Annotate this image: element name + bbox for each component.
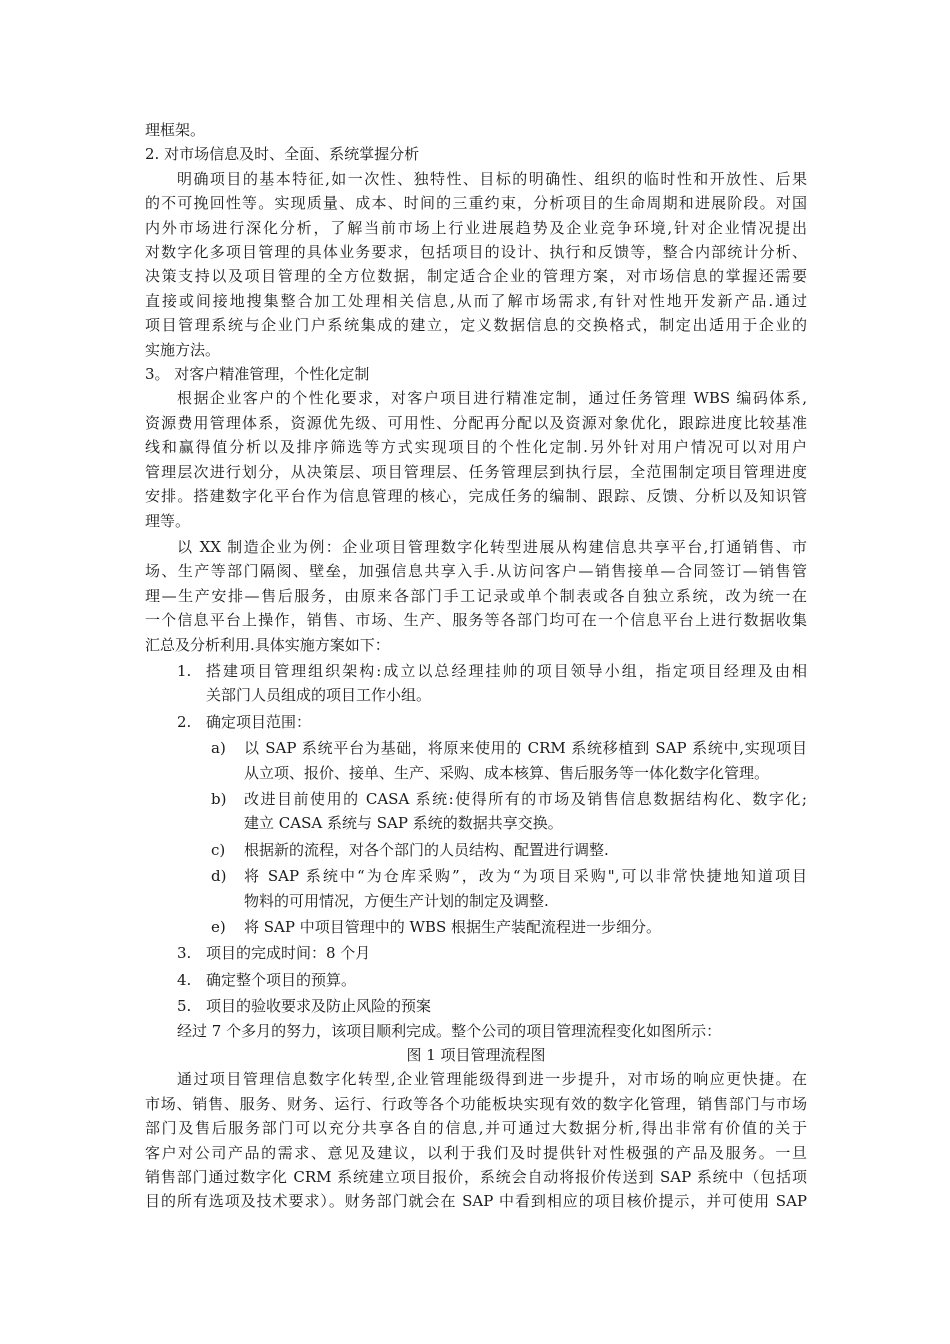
list-item-line: 搭建项目管理组织架构:成立以总经理挂帅的项目领导小组，指定项目经理及由相 [206, 661, 807, 680]
list-item-line: 根据新的流程，对各个部门的人员结构、配置进行调整. [244, 840, 609, 859]
section-2-paragraph [145, 167, 807, 362]
document-page [145, 118, 807, 1214]
list-number: 1. [177, 661, 192, 680]
list-number: 4. [177, 970, 192, 989]
paragraph-line: 决策支持以及项目管理的全方位数据，制定适合企业的管理方案，对市场信息的掌握还需要 [145, 267, 807, 286]
list-item-line: 建立 CASA 系统与 SAP 系统的数据共享交换。 [244, 814, 563, 833]
paragraph-line: 销售部门通过数字化 CRM 系统建立项目报价，系统会自动将报价传送到 SAP 系统中（包括项 [145, 1168, 807, 1187]
section-2-heading: 2. 对市场信息及时、全面、系统掌握分析 [145, 145, 420, 164]
list-item-line: 以 SAP 系统平台为基础，将原来使用的 CRM 系统移植到 SAP 系统中,实现项目 [244, 739, 807, 758]
section-3-paragraph [145, 386, 807, 532]
sublist-item [145, 734, 807, 785]
list-item-line: 关部门人员组成的项目工作小组。 [206, 686, 432, 705]
paragraph-line: 内外市场进行深化分析，了解当前市场上行业进展趋势及企业竞争环境,针对企业情况提出 [145, 218, 807, 237]
list-item-line: 从立项、报价、接单、生产、采购、成本核算、售后服务等一体化数字化管理。 [244, 763, 770, 782]
paragraph-line: 资源费用管理体系，资源优先级、可用性、分配再分配以及资源对象优化，跟踪进度比较基准 [145, 413, 807, 432]
paragraph-line: 以 XX 制造企业为例：企业项目管理数字化转型进展从构建信息共享平台,打通销售、市 [177, 537, 807, 556]
list-item-line: 将 SAP 系统中“为仓库采购”，改为“为项目采购",可以非常快捷地知道项目 [244, 867, 807, 886]
paragraph-line: 的不可挽回性等。实现质量、成本、时间的三重约束，分析项目的生命周期和进展阶段。对国 [145, 194, 807, 213]
figure-caption: 图 1 项目管理流程图 [406, 1046, 546, 1065]
sublist-item [145, 785, 807, 836]
list-item [145, 966, 807, 992]
sublist-item [145, 913, 807, 939]
list-item-line: 将 SAP 中项目管理中的 WBS 根据生产装配流程进一步细分。 [244, 918, 661, 936]
sublist-letter: d) [211, 867, 227, 886]
paragraph-line: 安排。搭建数字化平台作为信息管理的核心，完成任务的编制、跟踪、反馈、分析以及知识管 [145, 487, 807, 506]
result-line: 经过 7 个多月的努力，该项目顺利完成。整个公司的项目管理流程变化如图所示： [177, 1021, 722, 1040]
sublist-item [145, 862, 807, 913]
paragraph-line: 市场、销售、服务、财务、运行、行政等各个功能板块实现有效的数字化管理，销售部门与市场 [145, 1094, 807, 1113]
paragraph-line: 汇总及分析利用.具体实施方案如下： [145, 635, 390, 654]
paragraph-line: 对数字化多项目管理的具体业务要求，包括项目的设计、执行和反馈等，整合内部统计分析、 [145, 243, 807, 262]
paragraph-line: 理等。 [145, 511, 191, 530]
list-item-line: 项目的完成时间：8 个月 [206, 944, 371, 963]
paragraph-line: 项目管理系统与企业门户系统集成的建立，定义数据信息的交换格式，制定出适用于企业的 [145, 316, 807, 335]
list-item [145, 708, 807, 734]
paragraph-line: 理—生产安排—售后服务，由原来各部门手工记录或单个制表或各自独立系统，改为统一在 [145, 586, 807, 605]
sublist-letter: a) [211, 739, 226, 758]
paragraph-line: 部门及售后服务部门可以充分共享各自的信息,并可通过大数据分析,得出非常有价值的关于 [145, 1119, 807, 1138]
list-item [145, 992, 807, 1018]
intro-tail: 理框架。 [145, 121, 206, 139]
paragraph-line: 场、生产等部门隔阂、壁垒，加强信息共享入手.从访问客户—销售接单—合同签订—销售管 [145, 562, 807, 581]
list-number: 2. [177, 712, 192, 731]
paragraph-line: 目的所有选项及技术要求）。财务部门就会在 SAP 中看到相应的项目核价提示，并可使用 SAP [145, 1192, 807, 1211]
list-item [145, 657, 807, 708]
section-3-heading: 3。 对客户精准管理，个性化定制 [145, 365, 370, 384]
paragraph-line: 直接或间接地搜集整合加工处理相关信息,从而了解市场需求,有针对性地开发新产品.通过 [145, 291, 807, 310]
list-item-line: 改进目前使用的 CASA 系统:使得所有的市场及销售信息数据结构化、数字化; [244, 789, 807, 808]
example-paragraph [145, 535, 807, 657]
list-item-line: 确定整个项目的预算。 [206, 970, 357, 989]
paragraph-line: 线和赢得值分析以及排序筛选等方式实现项目的个性化定制.另外针对用户情况可以对用户 [145, 438, 807, 457]
sublist-letter: c) [211, 840, 226, 859]
paragraph-line: 管理层次进行划分，从决策层、项目管理层、任务管理层到执行层，全范围制定项目管理进度 [145, 462, 807, 481]
sublist-letter: e) [211, 918, 226, 936]
list-item-line: 项目的验收要求及防止风险的预案 [206, 997, 432, 1016]
paragraph-line: 根据企业客户的个性化要求，对客户项目进行精准定制，通过任务管理 WBS 编码体系, [177, 389, 807, 408]
list-number: 5. [177, 997, 192, 1016]
final-paragraph [145, 1067, 807, 1213]
paragraph-line: 明确项目的基本特征,如一次性、独特性、目标的明确性、组织的临时性和开放性、后果 [177, 169, 807, 188]
paragraph-line: 通过项目管理信息数字化转型,企业管理能级得到进一步提升，对市场的响应更快捷。在 [177, 1070, 807, 1089]
sublist-letter: b) [211, 789, 227, 808]
list-number: 3. [177, 944, 192, 963]
list-item-line: 物料的可用情况，方便生产计划的制定及调整. [244, 891, 549, 910]
list-item-line: 确定项目范围： [206, 712, 312, 731]
paragraph-line: 一个信息平台上操作，销售、市场、生产、服务等各部门均可在一个信息平台上进行数据收集 [145, 611, 807, 630]
paragraph-line: 客户对公司产品的需求、意见及建议，以利于我们及时提供针对性极强的产品及服务。一旦 [145, 1143, 807, 1162]
sublist-item [145, 836, 807, 862]
paragraph-line: 实施方法。 [145, 340, 221, 359]
list-item [145, 939, 807, 965]
